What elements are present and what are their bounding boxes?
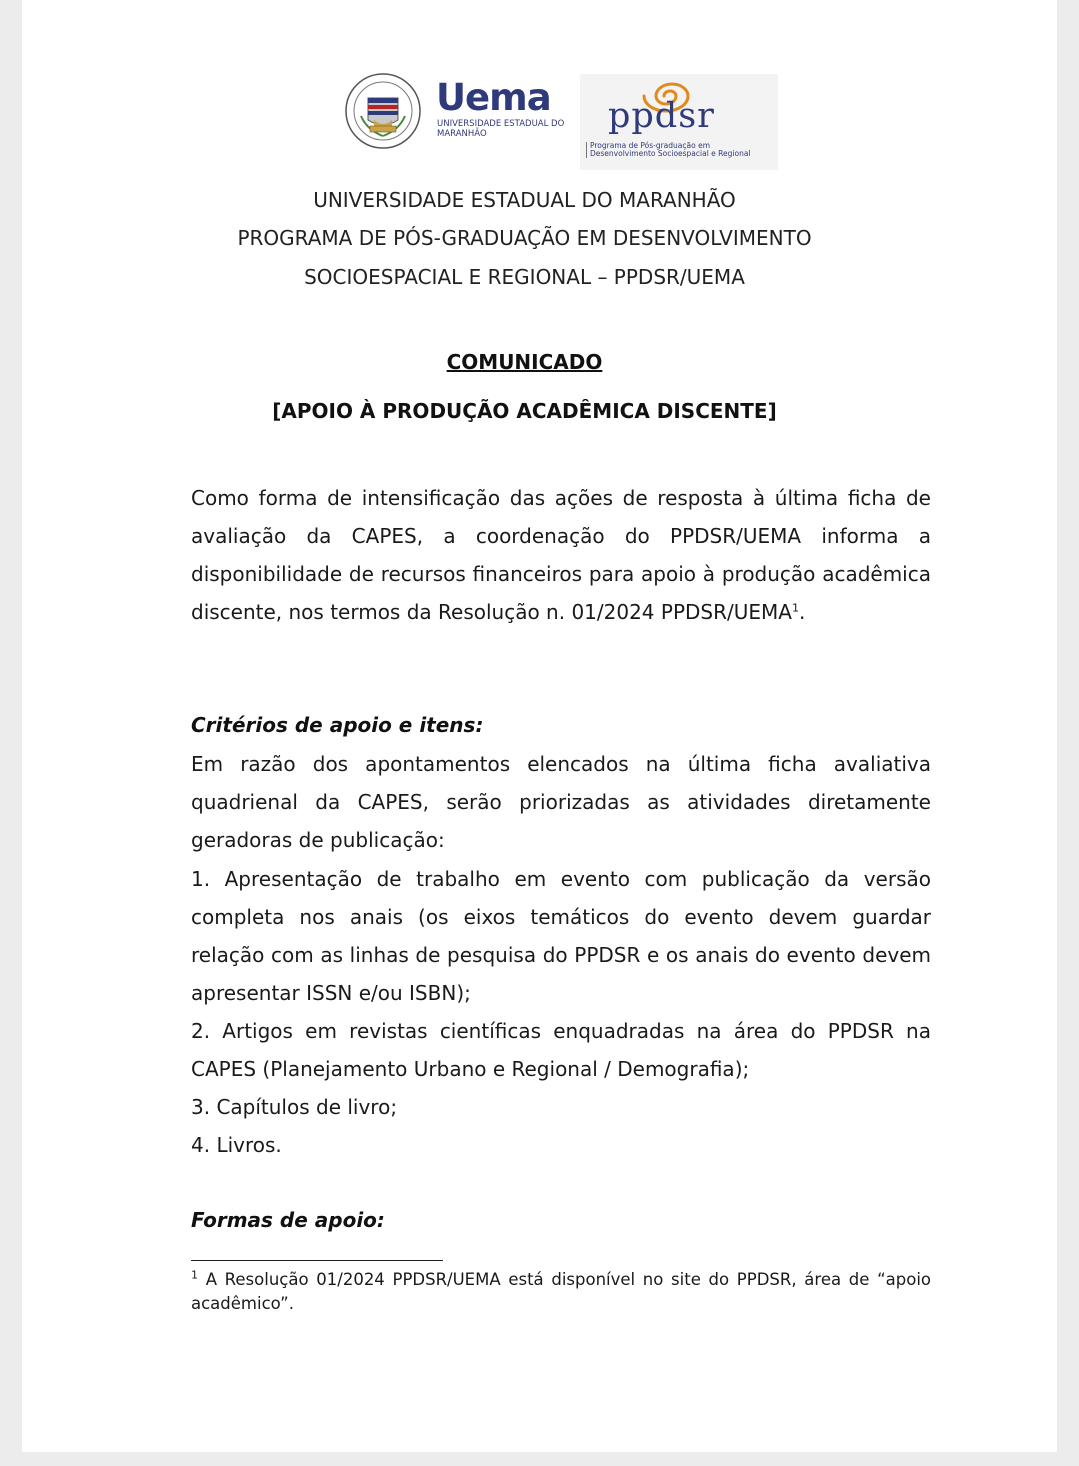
uema-seal-icon: [344, 72, 422, 150]
list-item: 2. Artigos em revistas científicas enquadradas na área do PPDSR na CAPES (Planejamento Urbano e Regional / Demografia);: [191, 1019, 931, 1081]
support-forms-heading: Formas de apoio:: [191, 1208, 385, 1232]
footnote: [191, 1268, 931, 1316]
intro-footnote-mark: 1: [791, 601, 799, 615]
ppdsr-logo-subtitle: Programa de Pós-graduação em Desenvolvimento Socioespacial e Regional: [586, 142, 770, 158]
criteria-paragraph: Em razão dos apontamentos elencados na última ficha avaliativa quadrienal da CAPES, serão priorizadas as atividades diretamente geradoras de publicação:: [191, 752, 931, 852]
uema-logo-subtitle: UNIVERSIDADE ESTADUAL DO MARANHÃO: [437, 119, 565, 139]
list-item: 3. Capítulos de livro;: [191, 1095, 398, 1119]
list-item: 4. Livros.: [191, 1133, 282, 1157]
intro-end: .: [798, 600, 806, 624]
footnote-text: A Resolução 01/2024 PPDSR/UEMA está disponível no site do PPDSR, área de “apoio acadêmico”.: [191, 1270, 931, 1313]
list-item: 1. Apresentação de trabalho em evento com publicação da versão completa nos anais (os eixos temáticos do evento devem guardar relação com as linhas de pesquisa do PPDSR e os anais do evento devem apresentar ISSN e/ou ISBN);: [191, 867, 931, 1005]
document-page: [22, 0, 1057, 1452]
document-title-text: COMUNICADO: [446, 350, 603, 374]
footnote-divider: [191, 1260, 443, 1261]
criteria-heading: Critérios de apoio e itens:: [191, 713, 484, 737]
institution-line-1: UNIVERSIDADE ESTADUAL DO MARANHÃO: [313, 188, 736, 212]
ppdsr-logo-text: ppdsr: [608, 96, 715, 136]
ppdsr-logo: [580, 74, 778, 170]
footnote-mark: 1: [191, 1268, 198, 1282]
intro-text: Como forma de intensificação das ações de resposta à última ficha de avaliação da CAPES, a coordenação do PPDSR/UEMA informa a disponibilidade de recursos financeiros para apoio à produção acadêmica discente, nos termos da Resolução n. 01/2024 PPDSR/UEMA: [191, 486, 931, 624]
uema-logo-text: Uema: [436, 76, 551, 119]
document-subtitle: [APOIO À PRODUÇÃO ACADÊMICA DISCENTE]: [272, 399, 777, 423]
institution-line-3: SOCIOESPACIAL E REGIONAL – PPDSR/UEMA: [304, 265, 745, 289]
header-logos: [344, 72, 784, 172]
intro-paragraph: [191, 479, 931, 631]
document-title: [22, 350, 1027, 374]
institution-line-2: PROGRAMA DE PÓS-GRADUAÇÃO EM DESENVOLVIMENTO: [237, 226, 812, 250]
